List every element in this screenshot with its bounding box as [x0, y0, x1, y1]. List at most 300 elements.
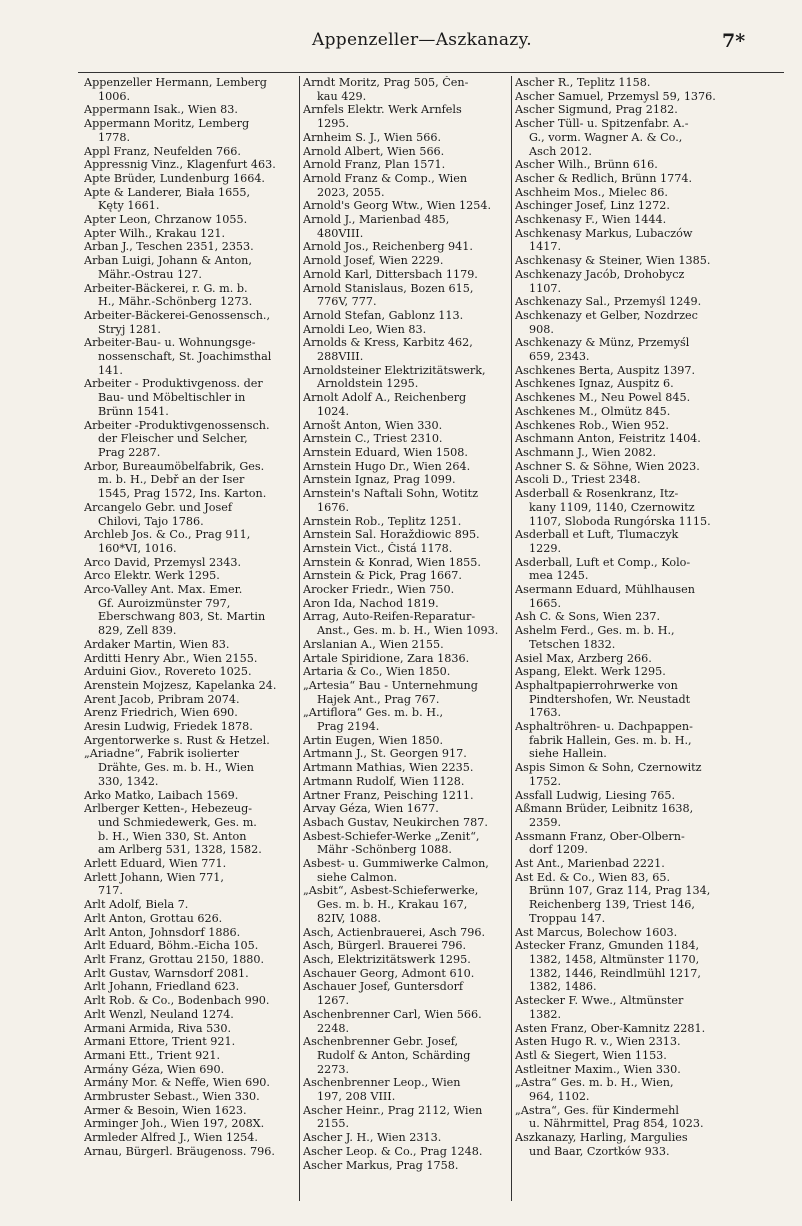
directory-entry	[303, 391, 510, 418]
entry-line: Aßmann Brüder, Leibnitz 1638,	[515, 802, 694, 816]
entry-continuation: 2359.	[529, 815, 562, 829]
directory-entry	[84, 172, 298, 186]
directory-entry	[303, 926, 510, 940]
entry-continuation: Prag 2287.	[98, 445, 161, 459]
entry-line: Aschkenazy Jacób, Drohobycz	[515, 267, 685, 281]
entry-line: Appenzeller Hermann, Lemberg	[84, 76, 267, 89]
directory-entry	[515, 830, 723, 857]
entry-continuation: 480VIII.	[317, 226, 364, 240]
entry-line: „Asbit“, Asbest-Schieferwerke,	[303, 884, 479, 898]
entry-line: Astecker F. Wwe., Altmünster	[515, 994, 684, 1008]
entry-continuation: 1267.	[317, 994, 350, 1008]
entry-line: Arlett Johann, Wien 771,	[84, 870, 224, 884]
entry-line: Asphaltröhren- u. Dachpappen-	[515, 720, 693, 734]
entry-line: Artmann J., St. Georgen 917.	[303, 747, 467, 761]
directory-entry	[303, 734, 510, 748]
entry-continuation: 1763.	[529, 706, 562, 720]
column-3	[515, 76, 723, 1201]
entry-continuation: Tetschen 1832.	[529, 637, 616, 651]
entry-line: Arbor, Bureaumöbelfabrik, Ges.	[84, 459, 265, 473]
entry-line: Aschmann Anton, Feistritz 1404.	[515, 432, 701, 446]
entry-continuation: Eberschwang 803, St. Martin	[98, 610, 266, 624]
directory-entry	[303, 569, 510, 583]
entry-continuation: Arnoldstein 1295.	[317, 377, 419, 391]
directory-entry	[515, 926, 723, 940]
entry-continuation: 1417.	[529, 240, 562, 254]
entry-line: Ascher Samuel, Przemysl 59, 1376.	[515, 89, 716, 103]
column-divider	[511, 76, 512, 1201]
entry-line: Argentorwerke s. Rust & Hetzel.	[84, 733, 270, 747]
entry-continuation: Drähte, Ges. m. b. H., Wien	[98, 761, 254, 775]
entry-line: Apte Brüder, Lundenburg 1664.	[84, 171, 265, 185]
entry-continuation: Reichenberg 139, Triest 146,	[529, 898, 695, 912]
directory-entry	[84, 912, 298, 926]
directory-entry	[303, 556, 510, 570]
directory-entry	[515, 213, 723, 227]
entry-line: Aschenbrenner Carl, Wien 566.	[303, 1007, 482, 1021]
entry-continuation: 197, 208 VIII.	[317, 1090, 396, 1104]
directory-entry	[84, 1035, 298, 1049]
entry-line: Aschkenasy F., Wien 1444.	[515, 213, 667, 227]
entry-continuation: b. H., Wien 330, St. Anton	[98, 829, 247, 843]
directory-entry	[515, 1022, 723, 1036]
column-divider	[299, 76, 300, 1201]
directory-entry	[84, 734, 298, 748]
entry-line: Arnstein's Naftali Sohn, Wotitz	[303, 487, 478, 501]
entry-line: Ast Marcus, Bolechow 1603.	[515, 925, 678, 939]
directory-entry	[515, 487, 723, 528]
directory-entry	[84, 1076, 298, 1090]
entry-continuation: 2155.	[317, 1117, 350, 1131]
entry-continuation: Chilovi, Tajo 1786.	[98, 514, 204, 528]
entry-continuation: 1382.	[529, 1007, 562, 1021]
entry-line: Aszkanazy, Harling, Margulies	[515, 1131, 688, 1145]
entry-line: Aschkenasy & Steiner, Wien 1385.	[515, 254, 711, 268]
directory-entry	[84, 994, 298, 1008]
directory-entry	[515, 460, 723, 474]
directory-entry	[84, 158, 298, 172]
directory-entry	[515, 624, 723, 651]
entry-line: Arnstein Hugo Dr., Wien 264.	[303, 459, 471, 473]
directory-entry	[84, 1049, 298, 1063]
entry-line: Arlt Adolf, Biela 7.	[84, 898, 189, 912]
entry-line: Arnstein Eduard, Wien 1508.	[303, 445, 468, 459]
entry-continuation: H., Mähr.-Schönberg 1273.	[98, 295, 253, 309]
directory-entry	[303, 802, 510, 816]
entry-continuation: 908.	[529, 322, 554, 336]
entry-line: Asphaltpapierrohrwerke von	[515, 678, 678, 692]
entry-line: Arnheim S. J., Wien 566.	[303, 130, 442, 144]
directory-entry	[303, 967, 510, 981]
entry-continuation: 330, 1342.	[98, 774, 159, 788]
entry-continuation: 1107.	[529, 281, 562, 295]
entry-line: Arnold J., Marienbad 485,	[303, 213, 450, 227]
entry-continuation: 1107, Sloboda Rungórska 1115.	[529, 514, 711, 528]
entry-continuation: Pindtershofen, Wr. Neustadt	[529, 692, 691, 706]
directory-entry	[515, 1049, 723, 1063]
entry-line: Arco-Valley Ant. Max. Emer.	[84, 583, 243, 597]
directory-entry	[515, 419, 723, 433]
entry-line: „Artesia“ Bau - Unternehmung	[303, 678, 478, 692]
directory-entry	[515, 761, 723, 788]
entry-line: Astecker Franz, Gmunden 1184,	[515, 939, 700, 953]
entry-line: Arnold Stefan, Gablonz 113.	[303, 308, 464, 322]
entry-line: Asermann Eduard, Mühlhausen	[515, 583, 695, 597]
entry-continuation: 2273.	[317, 1062, 350, 1076]
directory-entry	[303, 336, 510, 363]
entry-continuation: Gf. Auroizmünster 797,	[98, 596, 231, 610]
directory-entry	[303, 213, 510, 240]
entry-line: „Ariadne“, Fabrik isolierter	[84, 747, 240, 761]
directory-entry	[84, 939, 298, 953]
entry-line: Arocker Friedr., Wien 750.	[303, 583, 455, 597]
directory-entry	[84, 665, 298, 679]
entry-line: Arnolt Adolf A., Reichenberg	[303, 391, 467, 405]
entry-line: Ascher Leop. & Co., Prag 1248.	[303, 1144, 483, 1158]
entry-continuation: 2023, 2055.	[317, 185, 385, 199]
directory-entry	[84, 980, 298, 994]
directory-entry	[303, 364, 510, 391]
entry-line: Aschkenes Ignaz, Auspitz 6.	[515, 377, 674, 391]
directory-entry	[84, 1008, 298, 1022]
entry-continuation: 659, 2343.	[529, 350, 590, 364]
entry-continuation: u. Nährmittel, Prag 854, 1023.	[529, 1117, 704, 1131]
entry-continuation: 1778.	[98, 130, 131, 144]
directory-entry	[84, 145, 298, 159]
entry-line: Arban Luigi, Johann & Anton,	[84, 254, 252, 268]
directory-entry	[515, 172, 723, 186]
entry-line: Asten Hugo R. v., Wien 2313.	[515, 1035, 681, 1049]
entry-line: Arnstein & Konrad, Wien 1855.	[303, 555, 481, 569]
entry-line: Arnstein C., Triest 2310.	[303, 432, 443, 446]
entry-line: Armleder Alfred J., Wien 1254.	[84, 1131, 258, 1145]
directory-entry	[84, 528, 298, 555]
directory-entry	[303, 816, 510, 830]
directory-entry	[84, 377, 298, 418]
entry-continuation: siehe Hallein.	[529, 747, 607, 761]
entry-line: Asderball et Luft, Tlumaczyk	[515, 528, 679, 542]
directory-entry	[515, 665, 723, 679]
directory-entry	[515, 391, 723, 405]
directory-entry	[515, 556, 723, 583]
directory-entry	[303, 939, 510, 953]
directory-entry	[515, 199, 723, 213]
directory-entry	[84, 720, 298, 734]
entry-line: Arnold Josef, Wien 2229.	[303, 254, 444, 268]
entry-continuation: der Fleischer und Selcher,	[98, 432, 248, 446]
entry-line: Artmann Mathias, Wien 2235.	[303, 761, 474, 775]
entry-line: Armer & Besoin, Wien 1623.	[84, 1103, 247, 1117]
entry-line: Ascher Heinr., Prag 2112, Wien	[303, 1103, 483, 1117]
entry-line: Arlberger Ketten-, Hebezeug-	[84, 802, 253, 816]
directory-entry	[515, 610, 723, 624]
directory-entry	[84, 76, 298, 103]
directory-entry	[303, 487, 510, 514]
entry-line: Arlt Eduard, Böhm.-Eicha 105.	[84, 939, 259, 953]
entry-continuation: 1229.	[529, 541, 562, 555]
entry-line: Arnoldsteiner Elektrizitätswerk,	[303, 363, 486, 377]
entry-line: „Artiflora“ Ges. m. b. H.,	[303, 706, 444, 720]
entry-line: Arnstein Ignaz, Prag 1099.	[303, 473, 456, 487]
directory-entry	[303, 830, 510, 857]
entry-line: Aschauer Georg, Admont 610.	[303, 966, 475, 980]
entry-line: Arnstein Rob., Teplitz 1251.	[303, 514, 462, 528]
directory-entry	[303, 199, 510, 213]
entry-line: Aschkenasy Markus, Lubaczów	[515, 226, 693, 240]
entry-continuation: Stryj 1281.	[98, 322, 161, 336]
directory-entry	[84, 1145, 298, 1159]
entry-line: Arndt Moritz, Prag 505, Čen-	[303, 76, 469, 89]
entry-line: Ast Ed. & Co., Wien 83, 65.	[515, 870, 670, 884]
entry-line: Arnold Stanislaus, Bozen 615,	[303, 281, 474, 295]
entry-line: Arenstein Mojzesz, Kapelanka 24.	[84, 678, 277, 692]
directory-entry	[515, 802, 723, 829]
entry-line: Arlt Wenzl, Neuland 1274.	[84, 1007, 234, 1021]
entry-continuation: siehe Calmon.	[317, 870, 398, 884]
directory-entry	[84, 679, 298, 693]
directory-entry	[303, 254, 510, 268]
entry-continuation: 1382, 1446, Reindlmühl 1217,	[529, 966, 701, 980]
directory-entry	[84, 583, 298, 638]
entry-line: „Astra“ Ges. m. b. H., Wien,	[515, 1076, 674, 1090]
entry-line: Arduini Giov., Rovereto 1025.	[84, 665, 252, 679]
directory-entry	[84, 652, 298, 666]
entry-line: Astleitner Maxim., Wien 330.	[515, 1062, 681, 1076]
directory-entry	[515, 473, 723, 487]
entry-line: Archleb Jos. & Co., Prag 911,	[84, 528, 251, 542]
directory-entry	[84, 309, 298, 336]
entry-continuation: Ges. m. b. H., Krakau 167,	[317, 898, 468, 912]
directory-entry	[515, 364, 723, 378]
directory-entry	[84, 186, 298, 213]
directory-entry	[515, 377, 723, 391]
entry-line: Apter Leon, Chrzanow 1055.	[84, 213, 248, 227]
entry-continuation: m. b. H., Debř an der Iser	[98, 473, 245, 487]
entry-line: Ascher J. H., Wien 2313.	[303, 1131, 442, 1145]
directory-entry	[303, 268, 510, 282]
directory-entry	[84, 1063, 298, 1077]
directory-entry	[303, 583, 510, 597]
directory-entry	[303, 473, 510, 487]
entry-line: Arrag, Auto-Reifen-Reparatur-	[303, 610, 476, 624]
directory-entry	[303, 679, 510, 706]
entry-continuation: Kęty 1661.	[98, 199, 160, 213]
entry-line: Aschkenes Berta, Auspitz 1397.	[515, 363, 696, 377]
directory-entry	[84, 501, 298, 528]
entry-line: Aschner S. & Söhne, Wien 2023.	[515, 459, 700, 473]
directory-entry	[515, 583, 723, 610]
entry-continuation: dorf 1209.	[529, 843, 588, 857]
entry-line: Aschinger Josef, Linz 1272.	[515, 199, 670, 213]
entry-continuation: 717.	[98, 884, 123, 898]
entry-line: Appermann Isak., Wien 83.	[84, 103, 238, 117]
directory-entry	[84, 240, 298, 254]
entry-line: Arnold Albert, Wien 566.	[303, 144, 445, 158]
entry-line: Arnstein & Pick, Prag 1667.	[303, 569, 462, 583]
entry-line: Apte & Landerer, Biała 1655,	[84, 185, 251, 199]
directory-entry	[84, 117, 298, 144]
page-header	[0, 30, 802, 58]
directory-entry	[303, 446, 510, 460]
directory-entry	[515, 227, 723, 254]
directory-entry	[84, 638, 298, 652]
directory-entry	[515, 652, 723, 666]
directory-entry	[515, 1063, 723, 1077]
directory-entry	[84, 693, 298, 707]
directory-entry	[515, 939, 723, 994]
entry-continuation: und Schmiedewerk, Ges. m.	[98, 815, 257, 829]
entry-continuation: 1665.	[529, 596, 562, 610]
directory-entry	[84, 706, 298, 720]
entry-line: Aschkenazy et Gelber, Nozdrzec	[515, 308, 698, 322]
directory-entry	[303, 665, 510, 679]
entry-line: Ashelm Ferd., Ges. m. b. H.,	[515, 624, 675, 638]
directory-entry	[84, 1090, 298, 1104]
entry-continuation: Rudolf & Anton, Schärding	[317, 1048, 471, 1062]
directory-entry	[515, 90, 723, 104]
directory-entry	[84, 1104, 298, 1118]
directory-entry	[84, 1022, 298, 1036]
directory-entry	[303, 1104, 510, 1131]
entry-line: Arlt Anton, Johnsdorf 1886.	[84, 925, 241, 939]
entry-line: Arlett Eduard, Wien 771.	[84, 857, 227, 871]
entry-line: Arnfels Elektr. Werk Arnfels	[303, 103, 462, 117]
entry-continuation: 1676.	[317, 500, 350, 514]
directory-entry	[303, 953, 510, 967]
entry-line: Arco David, Przemysl 2343.	[84, 555, 242, 569]
directory-entry	[303, 1145, 510, 1159]
entry-line: Artaria & Co., Wien 1850.	[303, 665, 451, 679]
header-rule	[78, 72, 784, 73]
directory-entry	[303, 884, 510, 925]
entry-line: Armány Géza, Wien 690.	[84, 1062, 225, 1076]
directory-entry	[84, 789, 298, 803]
directory-entry	[303, 432, 510, 446]
entry-line: Ash C. & Sons, Wien 237.	[515, 610, 660, 624]
directory-entry	[515, 871, 723, 926]
entry-line: Aschkenazy Sal., Przemyśl 1249.	[515, 295, 702, 309]
entry-continuation: Mähr -Schönberg 1088.	[317, 843, 452, 857]
entry-line: Aschkenazy & Münz, Przemyśl	[515, 336, 690, 350]
entry-line: Arlt Gustav, Warnsdorf 2081.	[84, 966, 249, 980]
directory-entry	[303, 1076, 510, 1103]
entry-continuation: nossenschaft, St. Joachimsthal	[98, 350, 272, 364]
entry-line: Artale Spiridione, Zara 1836.	[303, 651, 470, 665]
directory-entry	[515, 789, 723, 803]
directory-entry	[303, 103, 510, 130]
entry-line: Arban J., Teschen 2351, 2353.	[84, 240, 254, 254]
directory-entry	[84, 967, 298, 981]
entry-line: Aschenbrenner Leop., Wien	[303, 1076, 461, 1090]
entry-line: Asch, Elektrizitätswerk 1295.	[303, 953, 471, 966]
entry-line: Asbest- u. Gummiwerke Calmon,	[303, 857, 489, 871]
entry-line: Arnold Franz & Comp., Wien	[303, 171, 468, 185]
entry-line: Arco Elektr. Werk 1295.	[84, 569, 220, 583]
directory-entry	[84, 460, 298, 501]
entry-line: Ascher Wilh., Brünn 616.	[515, 158, 658, 172]
directory-entry	[303, 706, 510, 733]
entry-line: Aspis Simon & Sohn, Czernowitz	[515, 761, 702, 775]
directory-entry	[303, 1008, 510, 1035]
entry-line: Arnold's Georg Wtw., Wien 1254.	[303, 199, 492, 213]
entry-line: Arnstein Sal. Horaždiowic 895.	[303, 528, 480, 542]
entry-continuation: Asch 2012.	[529, 144, 592, 158]
directory-entry	[515, 679, 723, 720]
running-head: Appenzeller—Aszkanazy.	[312, 30, 532, 50]
entry-line: Appermann Moritz, Lemberg	[84, 117, 250, 131]
directory-entry	[303, 158, 510, 172]
entry-line: Aschkenes M., Olmütz 845.	[515, 404, 671, 418]
entry-continuation: 1295.	[317, 117, 350, 131]
directory-entry	[303, 145, 510, 159]
directory-entry	[303, 515, 510, 529]
directory-entry	[84, 953, 298, 967]
entry-line: Asderball, Luft et Comp., Kolo-	[515, 555, 691, 569]
directory-entry	[84, 282, 298, 309]
directory-entry	[515, 1131, 723, 1158]
directory-entry	[84, 254, 298, 281]
entry-continuation: 829, Zell 839.	[98, 624, 177, 638]
entry-line: Arbeiter-Bäckerei-Genossensch.,	[84, 308, 271, 322]
entry-line: Arbeiter - Produktivgenoss. der	[84, 377, 263, 391]
entry-continuation: Brünn 107, Graz 114, Prag 134,	[529, 884, 711, 898]
directory-entry	[515, 528, 723, 555]
entry-line: Aron Ida, Nachod 1819.	[303, 596, 439, 610]
entry-line: Artin Eugen, Wien 1850.	[303, 733, 444, 747]
directory-entry	[303, 323, 510, 337]
directory-entry	[515, 295, 723, 309]
directory-entry	[84, 336, 298, 377]
entry-line: Ascher Tüll- u. Spitzenfabr. A.-	[515, 117, 689, 131]
entry-line: Armani Ett., Trient 921.	[84, 1048, 221, 1062]
entry-continuation: 288VIII.	[317, 350, 364, 364]
directory-entry	[84, 926, 298, 940]
entry-continuation: 160*VI, 1016.	[98, 541, 177, 555]
entry-line: Aschenbrenner Gebr. Josef,	[303, 1035, 459, 1049]
entry-line: Assmann Franz, Ober-Olbern-	[515, 829, 685, 843]
directory-entry	[303, 597, 510, 611]
directory-entry	[84, 857, 298, 871]
directory-entry	[303, 76, 510, 103]
entry-line: Arlt Johann, Friedland 623.	[84, 980, 240, 994]
directory-entry	[303, 857, 510, 884]
directory-entry	[515, 117, 723, 158]
entry-line: Aschauer Josef, Guntersdorf	[303, 980, 464, 994]
directory-entry	[303, 282, 510, 309]
directory-entry	[84, 556, 298, 570]
entry-line: Arbeiter-Bau- u. Wohnungsge-	[84, 336, 256, 350]
directory-entry	[303, 1159, 510, 1173]
entry-line: Asbach Gustav, Neukirchen 787.	[303, 815, 488, 829]
directory-entry	[303, 638, 510, 652]
directory-entry	[515, 720, 723, 761]
entry-continuation: Anst., Ges. m. b. H., Wien 1093.	[317, 624, 499, 638]
entry-line: Appl Franz, Neufelden 766.	[84, 144, 241, 158]
entry-line: „Astra“, Ges. für Kindermehl	[515, 1103, 679, 1117]
directory-entry	[515, 336, 723, 363]
entry-continuation: 1545, Prag 1572, Ins. Karton.	[98, 487, 267, 501]
entry-line: Astl & Siegert, Wien 1153.	[515, 1048, 667, 1062]
entry-line: Ascher Sigmund, Prag 2182.	[515, 103, 678, 117]
entry-continuation: am Arlberg 531, 1328, 1582.	[98, 843, 262, 857]
entry-line: Arnold Karl, Dittersbach 1179.	[303, 267, 478, 281]
entry-continuation: 1382, 1486.	[529, 980, 597, 994]
entry-continuation: 82IV, 1088.	[317, 911, 381, 925]
directory-entry	[303, 309, 510, 323]
entry-line: Artmann Rudolf, Wien 1128.	[303, 774, 465, 788]
entry-line: Arditti Henry Abr., Wien 2155.	[84, 651, 258, 665]
entry-continuation: Hajek Ant., Prag 767.	[317, 692, 440, 706]
